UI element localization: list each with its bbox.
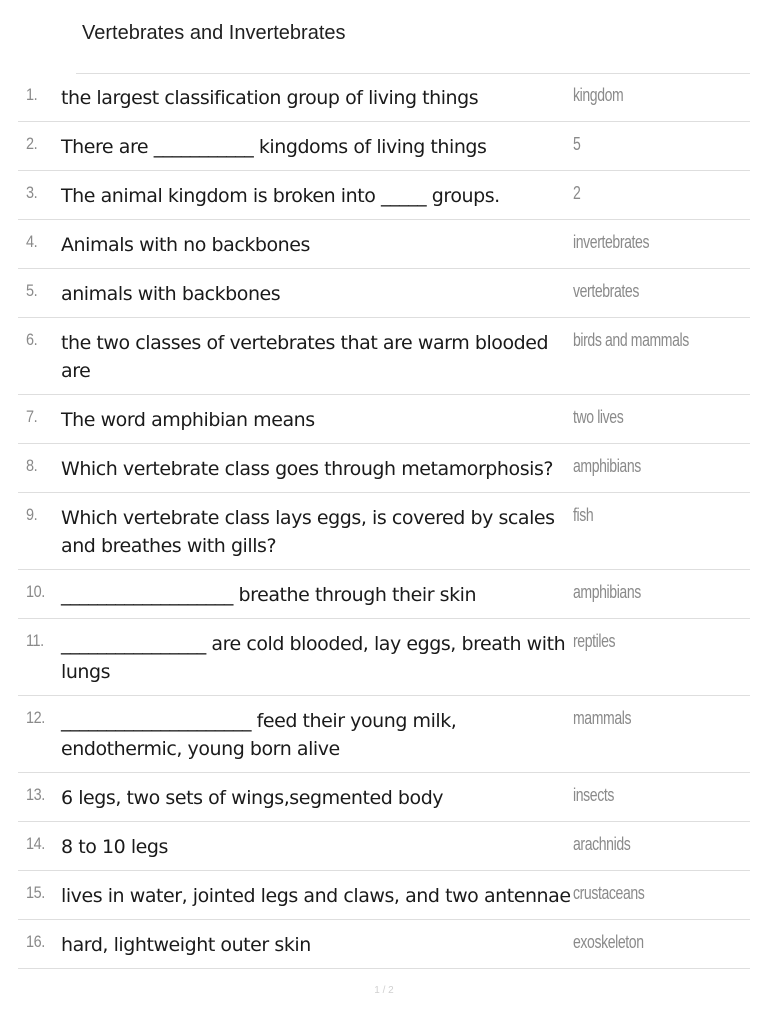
question-number: 11. — [26, 631, 44, 650]
question-number: 3. — [26, 183, 38, 202]
answer-text: kingdom — [573, 85, 624, 105]
question-number: 6. — [26, 330, 38, 349]
question-text: Which vertebrate class lays eggs, is covered by scales and breathes with gills? — [61, 507, 555, 557]
question-number: 5. — [26, 281, 38, 300]
answer-text: amphibians — [573, 456, 641, 476]
question-row-4 — [18, 220, 750, 269]
question-number: 8. — [26, 456, 38, 475]
question-row-8 — [18, 444, 750, 493]
answer-text: arachnids — [573, 834, 631, 854]
question-number: 15. — [26, 883, 45, 902]
answer-text: 2 — [573, 183, 581, 203]
question-number: 2. — [26, 134, 38, 153]
page-indicator: 1 / 2 — [374, 985, 394, 996]
question-row-12 — [18, 696, 750, 773]
question-number: 7. — [26, 407, 38, 426]
question-row-13 — [18, 773, 750, 822]
answer-text: crustaceans — [573, 883, 645, 903]
question-text: ___________________ breathe through their skin — [61, 584, 477, 606]
answer-text: vertebrates — [573, 281, 639, 301]
question-row-7 — [18, 395, 750, 444]
question-text: 8 to 10 legs — [61, 836, 168, 858]
question-text: _____________________ feed their young milk, endothermic, young born alive — [61, 710, 457, 760]
answer-text: reptiles — [573, 631, 616, 651]
answer-text: 5 — [573, 134, 581, 154]
question-text: the two classes of vertebrates that are warm blooded are — [61, 332, 549, 382]
question-text: the largest classification group of living things — [61, 87, 479, 109]
question-number: 12. — [26, 708, 45, 727]
question-number: 9. — [26, 505, 38, 524]
question-row-6 — [18, 318, 750, 395]
question-row-3 — [18, 171, 750, 220]
question-row-1 — [18, 73, 750, 122]
question-text: ________________ are cold blooded, lay eggs, breath with lungs — [61, 633, 566, 683]
question-text: Which vertebrate class goes through metamorphosis? — [61, 458, 554, 480]
answer-text: exoskeleton — [573, 932, 644, 952]
question-text: The word amphibian means — [61, 409, 315, 431]
question-row-9 — [18, 493, 750, 570]
answer-text: birds and mammals — [573, 330, 689, 350]
answer-text: invertebrates — [573, 232, 650, 252]
question-row-14 — [18, 822, 750, 871]
answer-text: two lives — [573, 407, 624, 427]
question-number: 13. — [26, 785, 45, 804]
question-text: animals with backbones — [61, 283, 281, 305]
question-number: 4. — [26, 232, 38, 251]
answer-text: amphibians — [573, 582, 641, 602]
answer-text: mammals — [573, 708, 632, 728]
question-row-5 — [18, 269, 750, 318]
question-number: 10. — [26, 582, 45, 601]
question-row-15 — [18, 871, 750, 920]
question-number: 14. — [26, 834, 45, 853]
question-row-2 — [18, 122, 750, 171]
question-list — [18, 73, 750, 969]
page-title: Vertebrates and Invertebrates — [82, 22, 346, 44]
question-number: 1. — [26, 85, 38, 104]
question-text: 6 legs, two sets of wings,segmented body — [61, 787, 444, 809]
question-row-10 — [18, 570, 750, 619]
question-row-11 — [18, 619, 750, 696]
question-text: Animals with no backbones — [61, 234, 310, 256]
question-text: lives in water, jointed legs and claws, and two antennae — [61, 885, 571, 907]
question-text: The animal kingdom is broken into _____ groups. — [61, 185, 500, 207]
question-row-16 — [18, 920, 750, 969]
answer-text: insects — [573, 785, 614, 805]
question-text: hard, lightweight outer skin — [61, 934, 311, 956]
question-number: 16. — [26, 932, 45, 951]
answer-text: fish — [573, 505, 594, 525]
question-text: There are ___________ kingdoms of living things — [61, 136, 487, 158]
